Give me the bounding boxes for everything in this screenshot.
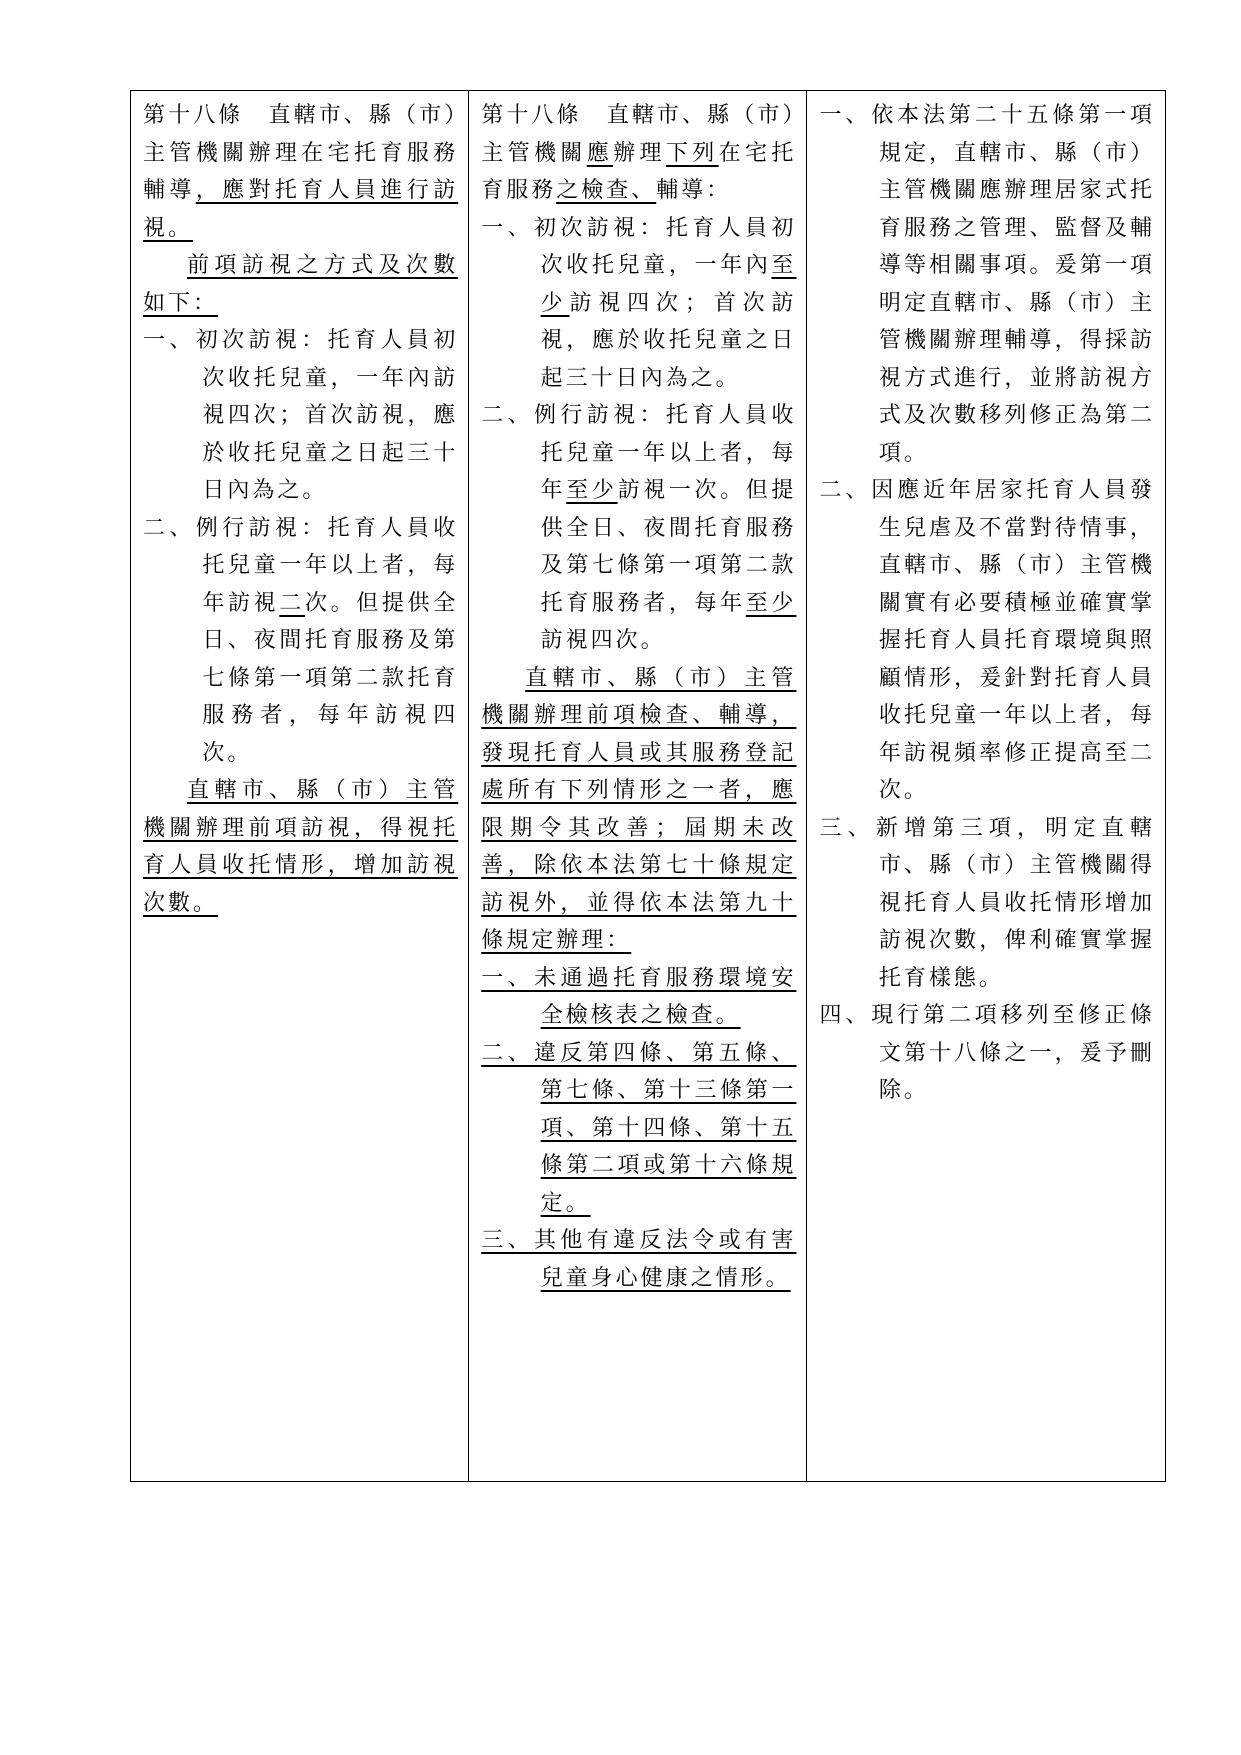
- text-run: 輔導：: [656, 178, 732, 203]
- current-text-cell: [469, 91, 807, 1482]
- underlined-text: 前項訪視之方式及次數如下：: [143, 253, 459, 316]
- current-art-0: [481, 97, 796, 210]
- text-run: 第十八條 直轄市、縣（市）主管機關辦理在宅托育服務輔導: [143, 103, 459, 203]
- text-run: 二、例行訪視：托育人員收托兒童一年以上者，每年訪視: [143, 515, 459, 616]
- underlined-text: 二、違反第四條、第五條、第七條、第十三條第一項、第十四條、第十五條第二項或第十六條規定。: [481, 1040, 797, 1216]
- underlined-text: 直轄市、縣（市）主管機關辦理前項訪視，得視托育人員收托情形，增加訪視次數。: [143, 778, 459, 916]
- amended-text-cell: [131, 91, 469, 1482]
- text-run: 二、因應近年居家托育人員發生兒虐及不當對待情事，直轄市、縣（市）主管機關實有必要積極並確實掌握托育人員托育環境與照顧情形，爰針對托育人員收托兒童一年以上者，每年訪視頻率修正提高至二次。: [819, 478, 1155, 803]
- underlined-text: ，應對托育人員進行訪視。: [143, 178, 459, 241]
- amended-para-4: [143, 772, 458, 922]
- text-run: 辦理: [613, 140, 666, 166]
- underlined-text: 二: [279, 590, 305, 616]
- amended-item-3: [143, 510, 458, 773]
- comparison-table: [130, 90, 1166, 1482]
- underlined-text: 直轄市、縣（市）主管機關辦理前項檢查、輔導，發現托育人員或其服務登記處所有下列情形之一者，應限期令其改善；屆期未改善，除依本法第七十條規定訪視外，並得依本法第九十條規定辦理：: [481, 665, 797, 953]
- underlined-text: 至少: [540, 253, 797, 316]
- text-run: 三、新增第三項，明定直轄市、縣（市）主管機關得視托育人員收托情形增加訪視次數，俾利確實掌握托育樣態。: [819, 815, 1155, 991]
- current-item-4: [481, 960, 796, 1035]
- text-run: 四、現行第二項移列至修正條文第十八條之一，爰予刪除。: [819, 1003, 1155, 1103]
- amended-art-0: [143, 97, 458, 247]
- underlined-text: 之檢查、: [556, 178, 657, 203]
- underlined-text: 一、未通過托育服務環境安全檢核表之檢查。: [481, 965, 797, 1028]
- explanation-item-3: [819, 997, 1155, 1110]
- text-run: 第十八條 直轄市、縣（市）主管機關: [481, 103, 797, 166]
- current-para-3: [481, 660, 796, 960]
- current-item-6: [481, 1222, 796, 1297]
- underlined-text: 至少: [566, 478, 618, 503]
- explanation-cell: [807, 91, 1166, 1482]
- current-item-5: [481, 1035, 796, 1223]
- text-run: 訪視四次。: [540, 628, 666, 653]
- amended-item-2: [143, 322, 458, 510]
- underlined-text: 下列: [665, 140, 719, 166]
- underlined-text: 至少: [745, 590, 797, 616]
- explanation-item-1: [819, 472, 1155, 810]
- amended-para-1: [143, 247, 458, 322]
- current-item-1: [481, 210, 796, 398]
- text-run: 一、初次訪視：托育人員初次收托兒童，一年內: [481, 215, 797, 278]
- underlined-text: 三、其他有違反法令或有害兒童身心健康之情形。: [481, 1228, 797, 1291]
- explanation-item-0: [819, 97, 1155, 472]
- text-run: 在宅托育服務: [481, 140, 797, 203]
- text-run: 次。但提供全日、夜間托育服務及第七條第一項第二款托育服務者，每年訪視四次。: [202, 590, 459, 766]
- table-row: [131, 91, 1166, 1482]
- text-run: 訪視一次。但提供全日、夜間托育服務及第七條第一項第二款托育服務者，每年: [540, 478, 797, 616]
- text-run: 一、依本法第二十五條第一項規定，直轄市、縣（市）主管機關應辦理居家式托育服務之管理、監督及輔導等相關事項。爰第一項明定直轄市、縣（市）主管機關辦理輔導，得採訪視方式進行，並將訪視方式及次數移列修正為第二項。: [819, 103, 1155, 466]
- explanation-item-2: [819, 810, 1155, 998]
- text-run: 訪視四次；首次訪視，應於收托兒童之日起三十日內為之。: [540, 290, 797, 391]
- current-item-2: [481, 397, 796, 660]
- text-run: 二、例行訪視：托育人員收托兒童一年以上者，每年: [481, 403, 797, 503]
- text-run: 一、初次訪視：托育人員初次收托兒童，一年內訪視四次；首次訪視，應於收托兒童之日起三十日內為之。: [143, 328, 459, 503]
- underlined-text: 應: [586, 140, 614, 166]
